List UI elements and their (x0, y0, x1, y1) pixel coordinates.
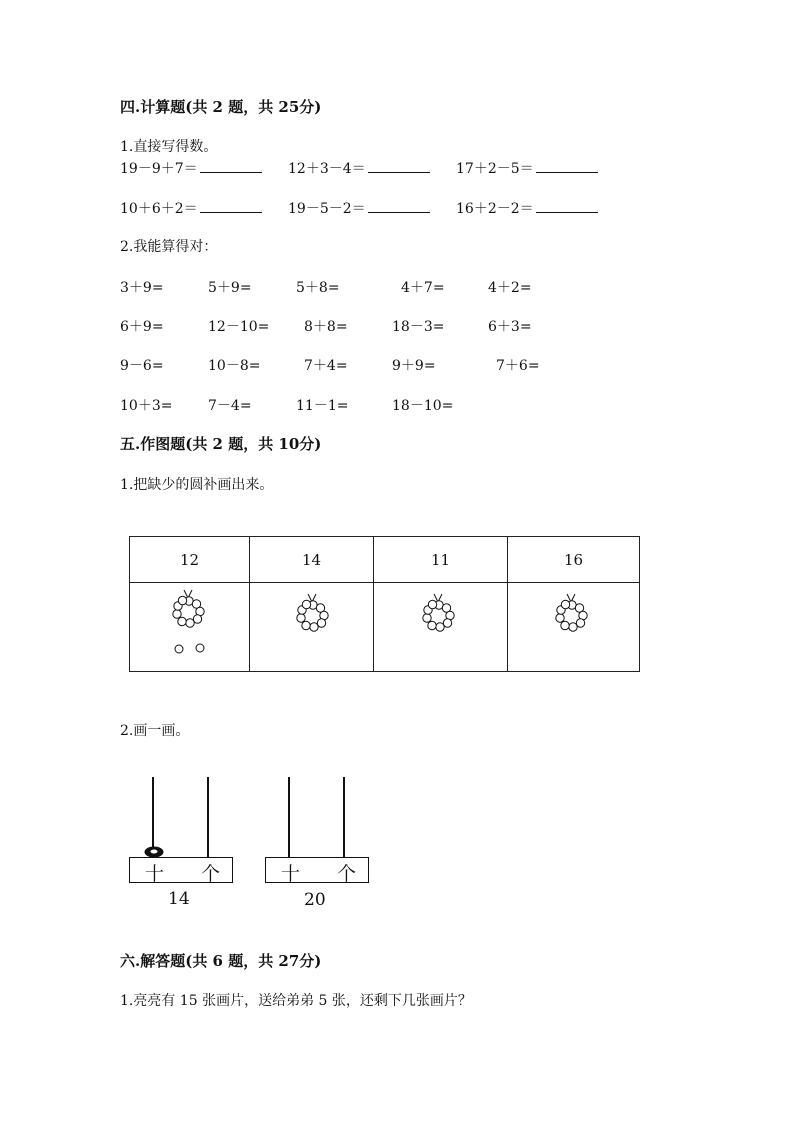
mental-math-item: 18－3= (392, 319, 445, 335)
bead-necklace-icon (374, 583, 507, 667)
bead-count-header: 12 (130, 537, 250, 583)
mental-math-item: 10－8= (208, 358, 261, 374)
bead-cell[interactable] (508, 583, 640, 672)
drawing-question-1-label: 1.把缺少的圆补画出来。 (120, 477, 274, 493)
mental-math-item: 5＋8= (296, 280, 340, 296)
bead-necklace-icon (130, 583, 249, 667)
bead-necklace-icon (250, 583, 373, 667)
mental-math-item: 4＋7= (401, 280, 445, 296)
question-1-label: 1.直接写得数。 (120, 139, 218, 155)
tens-label: 十 (145, 863, 165, 885)
question-2-label: 2.我能算得对： (120, 239, 218, 255)
calc-item: 12＋3－4＝ (288, 158, 430, 178)
mental-math-item: 10＋3= (120, 398, 173, 414)
bead-count-header: 14 (250, 537, 374, 583)
calc-item: 10＋6＋2＝ (120, 198, 262, 218)
tens-label: 十 (281, 863, 301, 885)
mental-math-item: 12－10= (208, 319, 270, 335)
tens-rod[interactable] (288, 777, 290, 857)
answer-blank[interactable] (200, 159, 262, 173)
calc-item: 19－5－2＝ (288, 198, 430, 218)
abacus-base (265, 857, 369, 883)
answer-blank[interactable] (368, 159, 430, 173)
abacus-number: 20 (304, 890, 326, 910)
bead-table (129, 536, 640, 672)
mental-math-item: 9－6= (120, 358, 164, 374)
ones-label: 个 (201, 863, 221, 885)
mental-math-item: 8＋8= (304, 319, 348, 335)
bead-cell[interactable] (250, 583, 374, 672)
answer-blank[interactable] (536, 159, 598, 173)
mental-math-item: 7＋6= (496, 358, 540, 374)
calc-item: 17＋2－5＝ (456, 158, 598, 178)
answer-blank[interactable] (368, 199, 430, 213)
section-4-title: 四.计算题(共 2 题，共 25分) (120, 98, 322, 116)
bead-count-header: 11 (374, 537, 508, 583)
mental-math-item: 18－10= (392, 398, 454, 414)
section-5-title: 五.作图题(共 2 题，共 10分) (120, 435, 322, 453)
bead-necklace-icon (508, 583, 639, 667)
mental-math-item: 11－1= (296, 398, 349, 414)
mental-math-item: 5＋9= (208, 280, 252, 296)
bead-cell[interactable] (130, 583, 250, 672)
answer-blank[interactable] (200, 199, 262, 213)
mental-math-item: 7＋4= (304, 358, 348, 374)
section-6-title: 六.解答题(共 6 题，共 27分) (120, 952, 322, 970)
abacus-base (129, 857, 233, 883)
mental-math-item: 6＋3= (488, 319, 532, 335)
mental-math-item: 7－4= (208, 398, 252, 414)
bead-cell[interactable] (374, 583, 508, 672)
ones-label: 个 (337, 863, 357, 885)
ones-rod[interactable] (343, 777, 345, 857)
mental-math-item: 6＋9= (120, 319, 164, 335)
word-problem-1: 1.亮亮有 15 张画片，送给弟弟 5 张，还剩下几张画片？ (120, 993, 472, 1009)
abacus-number: 14 (168, 889, 190, 909)
mental-math-item: 9＋9= (392, 358, 436, 374)
ones-rod[interactable] (207, 777, 209, 857)
mental-math-item: 3＋9= (120, 280, 164, 296)
mental-math-item: 4＋2= (488, 280, 532, 296)
calc-item: 16＋2－2＝ (456, 198, 598, 218)
calc-item: 19－9＋7＝ (120, 158, 262, 178)
answer-blank[interactable] (536, 199, 598, 213)
drawing-question-2-label: 2.画一画。 (120, 723, 190, 739)
bead-count-header: 16 (508, 537, 640, 583)
